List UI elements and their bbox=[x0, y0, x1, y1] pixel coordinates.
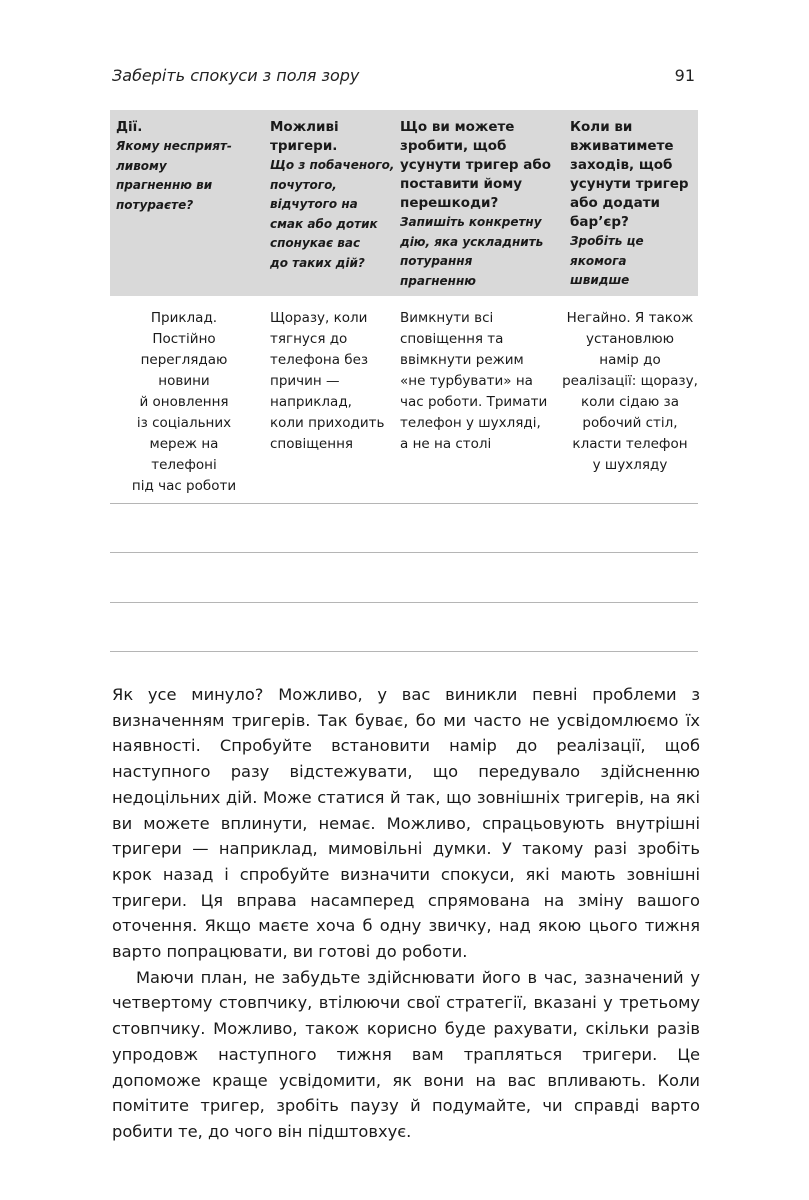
header-subtitle: Якому несприят- ливому прагненню ви потураєте? bbox=[116, 139, 232, 212]
table-cell: Вимкнути всі сповіщення та ввімкнути режим «не турбувати» на час роботи. Тримати телефон у шухляді, а не на столі bbox=[400, 310, 548, 452]
header-subtitle: Запишіть конкретну дію, яка ускладнить потурання прагненню bbox=[400, 215, 544, 288]
table-header-row bbox=[110, 110, 698, 296]
body-text bbox=[112, 682, 700, 1145]
header-cell-triggers bbox=[258, 118, 398, 296]
table-cell: Щоразу, коли тягнуся до телефона без причин — наприклад, коли приходить сповіщення bbox=[270, 310, 385, 452]
fill-in-line bbox=[110, 602, 698, 603]
header-cell-actions bbox=[110, 118, 258, 296]
header-subtitle: Зробіть це якомога швидше bbox=[570, 234, 644, 287]
header-subtitle: Що з побаченого, почутого, відчутого на смак або дотик спонукає вас до таких дій? bbox=[270, 158, 395, 270]
table-cell: Приклад. Постійно переглядаю новини й оновлення із соціальних мереж на телефоні під час роботи bbox=[131, 310, 237, 494]
fill-in-line bbox=[110, 651, 698, 652]
paragraph: Маючи план, не забудьте здійснювати його в час, зазначений у четвертому стовпчику, втілюючи свої стратегії, вказані у третьому стовпчику. Можливо, також корисно буде рахувати, скільки разів упродовж наступного тижня вам трапляться тригери. Це допоможе краще усвідомити, як вони на вас впливають. Коли помітите тригер, зробіть паузу й подумайте, чи справді варто робити те, до чого він підштовхує. bbox=[112, 967, 700, 1141]
paragraph: Як усе минуло? Можливо, у вас виникли певні проблеми з визначенням тригерів. Так буває, бо ми часто не усвідомлюємо їх наявності. Спробуйте встановити намір до реалізації, щоб наступного разу відстежувати, що передувало здійсненню недоцільних дій. Може статися й так, що зовнішніх тригерів, на які ви можете вплинути, немає. Можливо, спрацьовують внутрішні тригери — наприклад, мимовільні думки. У такому разі зробіть крок назад і спробуйте визначити спокуси, які мають зовнішні тригери. Ця вправа насамперед спрямована на зміну вашого оточення. Якщо маєте хоча б одну звичку, над якою цього тижня варто попрацювати, ви готові до роботи. bbox=[112, 685, 700, 962]
header-cell-remove-trigger bbox=[398, 118, 556, 296]
fill-in-line bbox=[110, 552, 698, 553]
fill-in-line bbox=[110, 503, 698, 504]
trigger-worksheet-table bbox=[110, 110, 698, 497]
page-number: 91 bbox=[674, 66, 695, 85]
running-title: Заберіть спокуси з поля зору bbox=[112, 66, 360, 85]
header-title: Коли ви вживатимете заходів, щоб усунути тригер або додати бар’єр? bbox=[570, 119, 689, 230]
header-cell-when bbox=[556, 118, 698, 296]
header-title: Дії. bbox=[116, 119, 143, 135]
header-title: Можливі тригери. bbox=[270, 119, 339, 154]
table-cell: Негайно. Я також установлюю намір до реалізації: щоразу, коли сідаю за робочий стіл, класти телефон у шухляду bbox=[562, 310, 698, 473]
table-row-example bbox=[110, 296, 698, 497]
header-title: Що ви можете зробити, щоб усунути тригер або поставити йому перешкоди? bbox=[400, 119, 552, 211]
